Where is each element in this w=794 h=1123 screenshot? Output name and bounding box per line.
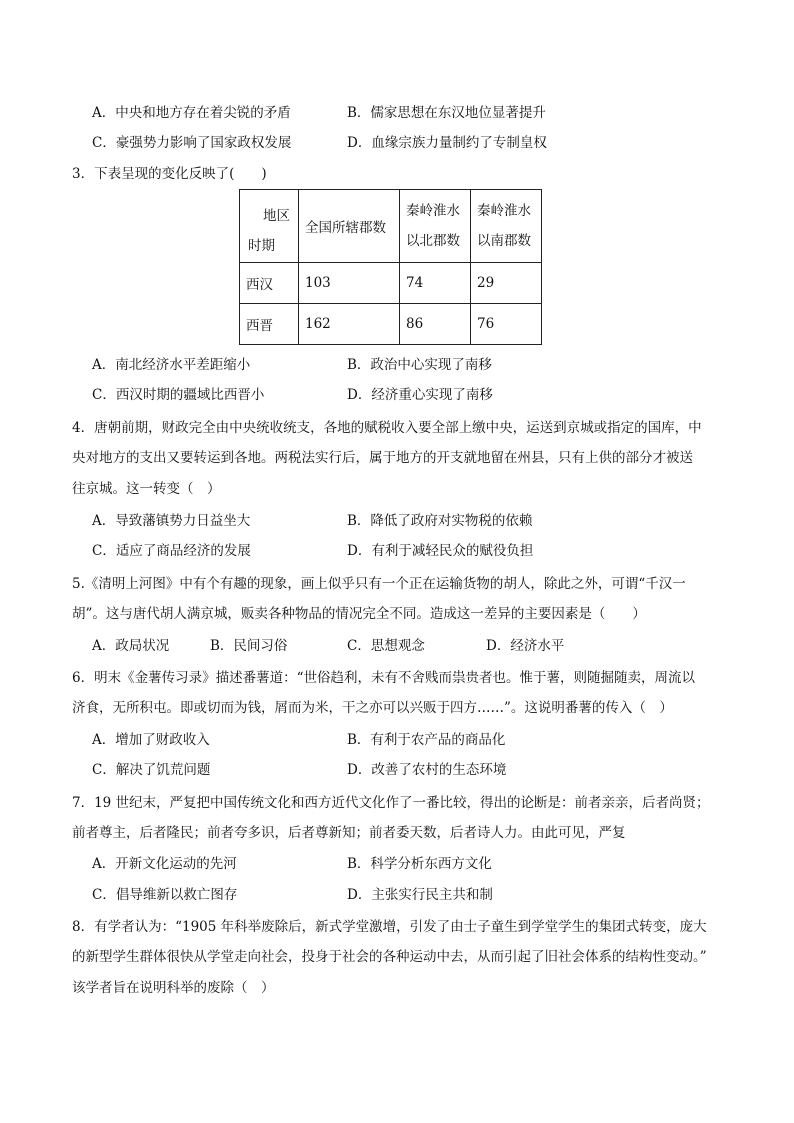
q3-stem: 3．下表呈现的变化反映了( )	[72, 166, 267, 182]
q4-stem-line2: 央对地方的支出又要转运到各地。两税法实行后，属于地方的开支就地留在州县，只有上供的部分才被送	[72, 450, 693, 466]
table-row	[240, 263, 542, 304]
header-north	[400, 190, 471, 263]
q6-option-b: B．有利于农产品的商品化	[347, 732, 506, 748]
corner-top-label: 地区	[263, 208, 290, 224]
q4-option-a: A．导致藩镇势力日益坐大	[92, 513, 251, 529]
q3-table	[239, 189, 542, 345]
q8-stem-line2: 的新型学生群体很快从学堂走向社会，投身于社会的各种运动中去，从而引起了旧社会体系的结构性变动。”	[72, 949, 707, 965]
q5-option-a: A．政局状况	[92, 638, 170, 654]
header-total: 全国所辖郡数	[299, 190, 400, 263]
q4-stem-line1: 4．唐朝前期，财政完全由中央统收统支，各地的赋税收入要全部上缴中央，运送到京城或指定的国库，中	[72, 420, 702, 436]
q4-option-b: B．降低了政府对实物税的依赖	[347, 513, 533, 529]
q4-option-c: C．适应了商品经济的发展	[92, 543, 251, 559]
q2-option-c: C．豪强势力影响了国家政权发展	[92, 135, 292, 151]
q5-option-c: C．思想观念	[347, 638, 425, 654]
q4-option-d: D．有利于减轻民众的赋役负担	[347, 543, 534, 559]
q3-option-d: D．经济重心实现了南移	[347, 387, 493, 403]
row-total: 103	[299, 263, 400, 304]
q4-stem-line3: 往京城。这一转变（ ）	[72, 481, 221, 497]
row-period: 西晋	[240, 304, 299, 345]
q2-option-b: B．儒家思想在东汉地位显著提升	[347, 105, 546, 121]
header-south-line1: 秦岭淮水	[477, 203, 531, 219]
q3-option-a: A．南北经济水平差距缩小	[92, 357, 251, 373]
row-north: 86	[400, 304, 471, 345]
corner-bottom-label: 时期	[248, 238, 275, 254]
q7-stem-line1: 7．19 世纪末，严复把中国传统文化和西方近代文化作了一番比较，得出的论断是：前者亲亲，后者尚贤；	[72, 795, 710, 811]
q6-option-a: A．增加了财政收入	[92, 732, 210, 748]
q7-option-d: D．主张实行民主共和制	[347, 887, 493, 903]
q2-option-a: A．中央和地方存在着尖锐的矛盾	[92, 105, 291, 121]
q6-option-d: D．改善了农村的生态环境	[347, 762, 507, 778]
row-total: 162	[299, 304, 400, 345]
row-north: 74	[400, 263, 471, 304]
q5-option-d: D．经济水平	[486, 638, 565, 654]
q5-stem-line2: 胡”。这与唐代胡人满京城，贩卖各种物品的情况完全不同。造成这一差异的主要因素是（ ）	[72, 606, 646, 622]
header-south	[471, 190, 542, 263]
q7-option-b: B．科学分析东西方文化	[347, 856, 492, 872]
q7-option-a: A．开新文化运动的先河	[92, 856, 237, 872]
header-south-line2: 以南郡数	[477, 233, 531, 249]
table-row	[240, 304, 542, 345]
q6-stem-line1: 6．明末《金薯传习录》描述番薯道：“世俗趋利，未有不舍贱而祟贵者也。惟于薯，则随掘随卖，周流以	[72, 670, 695, 686]
header-north-line1: 秦岭淮水	[406, 203, 460, 219]
q7-option-c: C．倡导维新以救亡图存	[92, 887, 238, 903]
q5-option-b: B．民间习俗	[210, 638, 288, 654]
row-south: 76	[471, 304, 542, 345]
row-period: 西汉	[240, 263, 299, 304]
row-south: 29	[471, 263, 542, 304]
q7-stem-line2: 前者尊主，后者隆民；前者夸多识，后者尊新知；前者委天数，后者诗人力。由此可见，严复	[72, 825, 626, 841]
q8-stem-line3: 该学者旨在说明科举的废除（ ）	[72, 980, 275, 996]
q3-option-b: B．政治中心实现了南移	[347, 357, 492, 373]
q2-option-d: D．血缘宗族力量制约了专制皇权	[347, 135, 547, 151]
q6-option-c: C．解决了饥荒问题	[92, 762, 211, 778]
q5-stem-line1: 5.《清明上河图》中有个有趣的现象，画上似乎只有一个正在运输货物的胡人，除此之外，可谓“千汉一	[72, 576, 686, 592]
table-header-row	[240, 190, 542, 263]
header-north-line2: 以北郡数	[406, 233, 460, 249]
q3-option-c: C．西汉时期的疆域比西晋小	[92, 387, 265, 403]
table-corner-cell	[240, 190, 299, 263]
q6-stem-line2: 济食，无所积屯。即或切而为钱，屑而为米，干之亦可以兴贩于四方……”。这说明番薯的传入（ ）	[72, 700, 673, 716]
q8-stem-line1: 8．有学者认为：“1905 年科举废除后，新式学堂激增，引发了由士子童生到学堂学生的集团式转变，庞大	[72, 919, 707, 935]
